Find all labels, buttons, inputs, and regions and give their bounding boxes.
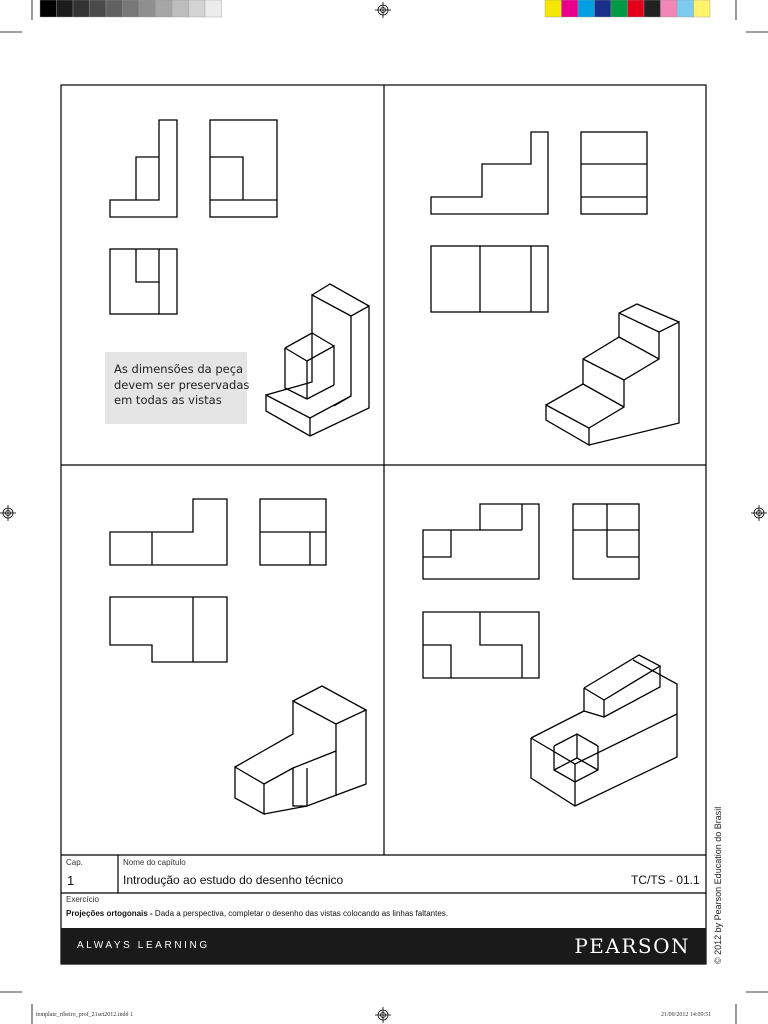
slug-file-name: template_ribeiro_prof_21set2012.indd 1 <box>36 1012 133 1018</box>
exercise-text: Dada a perspectiva, completar o desenho das vistas colocando as linhas faltantes. <box>154 909 448 918</box>
exercise-2-side-view <box>581 132 647 214</box>
color-swatch <box>611 0 628 17</box>
note-line: As dimensões da peça <box>114 362 244 376</box>
color-swatch <box>595 0 612 17</box>
exercise-4-top-view <box>423 612 539 678</box>
exercise-1-front-view <box>110 120 177 217</box>
pearson-logo: PEARSON <box>574 934 690 958</box>
grayscale-swatch <box>123 0 140 17</box>
grayscale-swatch <box>156 0 173 17</box>
color-swatch <box>677 0 694 17</box>
chapter-title: Introdução ao estudo do desenho técnico <box>123 873 344 887</box>
exercise-4-isometric <box>531 655 677 806</box>
note-line: devem ser preservadas <box>114 377 250 392</box>
grayscale-swatch <box>139 0 156 17</box>
color-swatch <box>628 0 645 17</box>
registration-mark-left <box>0 505 16 521</box>
exercise-1-side-view <box>210 120 277 217</box>
registration-mark-right <box>751 505 767 521</box>
color-swatch <box>694 0 711 17</box>
always-learning-tagline: ALWAYS LEARNING <box>77 940 210 951</box>
grayscale-swatch <box>189 0 206 17</box>
cap-value: 1 <box>67 873 75 888</box>
grayscale-swatch <box>90 0 107 17</box>
note-line: em todas as vistas <box>114 393 222 407</box>
exercise-3-isometric <box>235 686 366 814</box>
exercise-2-isometric <box>546 304 679 445</box>
exercise-4-side-view <box>573 504 639 579</box>
exercise-label: Exercício <box>66 895 99 904</box>
color-calibration-bar <box>545 0 710 17</box>
color-swatch <box>578 0 595 17</box>
color-swatch <box>644 0 661 17</box>
grayscale-swatch <box>40 0 57 17</box>
exercise-instruction <box>66 909 448 918</box>
cap-label: Cap. <box>66 858 83 867</box>
grayscale-swatch <box>73 0 90 17</box>
grayscale-swatch <box>172 0 189 17</box>
grayscale-swatch <box>57 0 74 17</box>
exercise-3-side-view <box>260 499 326 565</box>
exercise-2-top-view <box>431 246 548 312</box>
exercise-title: Projeções ortogonais - <box>66 909 153 918</box>
brand-band <box>61 928 706 964</box>
note-box <box>105 352 250 424</box>
exercise-1-top-view <box>110 249 177 314</box>
color-swatch <box>545 0 562 17</box>
exercise-3-front-view <box>110 499 227 565</box>
exercise-3-top-view <box>110 597 227 662</box>
slug-date: 21/09/2012 14:09:51 <box>661 1012 712 1018</box>
sheet-code: TC/TS - 01.1 <box>631 873 700 887</box>
grayscale-swatch <box>106 0 123 17</box>
grayscale-calibration-bar <box>40 0 222 17</box>
registration-mark-top <box>375 2 391 18</box>
exercise-1-isometric <box>266 284 369 436</box>
exercise-4-front-view <box>423 504 539 579</box>
exercise-2-front-view <box>431 132 548 214</box>
color-swatch <box>562 0 579 17</box>
color-swatch <box>661 0 678 17</box>
grayscale-swatch <box>205 0 222 17</box>
chapter-label: Nome do capítulo <box>123 858 186 867</box>
copyright-notice: © 2012 by Pearson Education do Brasil <box>713 806 723 964</box>
registration-mark-bottom <box>375 1007 391 1023</box>
